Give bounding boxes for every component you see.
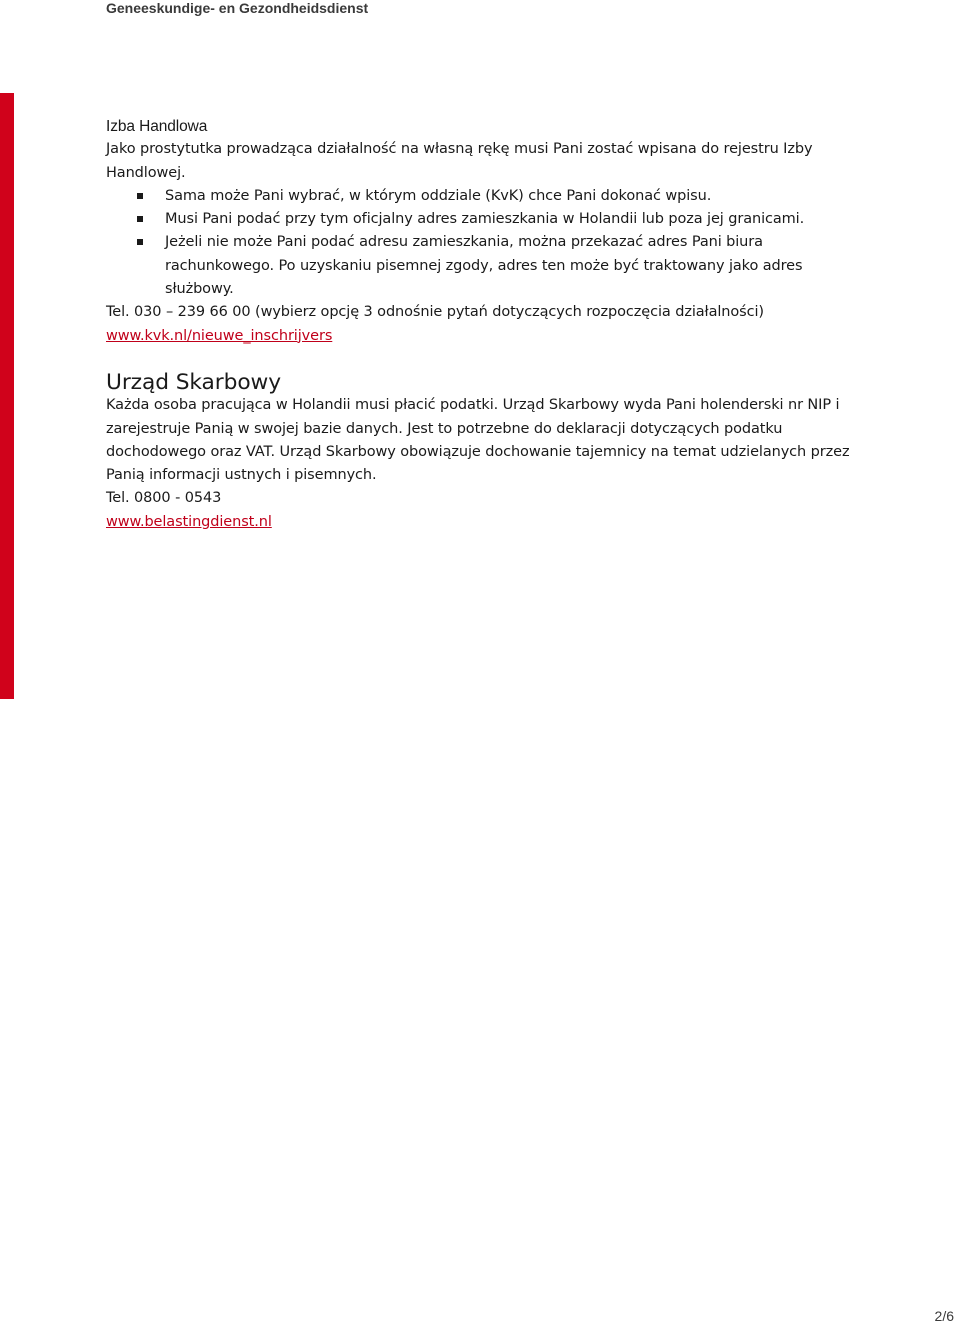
belastingdienst-link[interactable]: www.belastingdienst.nl [106,513,272,530]
section-urzad-skarbowy [106,371,866,534]
section-heading: Izba Handlowa [106,118,208,135]
square-bullet-icon [137,193,143,199]
bullet-list [106,185,866,301]
list-item-text: Musi Pani podać przy tym oficjalny adres zamieszkania w Holandii lub poza jej granicami. [165,211,805,228]
phone-number: Tel. 030 – 239 66 00 (wybierz opcję 3 odnośnie pytań dotyczących rozpoczęcia działalności) [106,304,764,321]
section-intro: Jako prostytutka prowadząca działalność na własną rękę musi Pani zostać wpisana do rejestru Izby Handlowej. [106,141,813,181]
square-bullet-icon [137,239,143,245]
phone-number: Tel. 0800 - 0543 [106,490,222,507]
section-heading: Urząd Skarbowy [106,369,281,395]
list-item-text: Jeżeli nie może Pani podać adresu zamieszkania, można przekazać adres Pani biura rachunkowego. Po uzyskaniu pisemnej zgody, adres ten może być traktowany jako adres służbowy. [165,234,803,298]
section-body: Każda osoba pracująca w Holandii musi płacić podatki. Urząd Skarbowy wyda Pani holenderski nr NIP i zarejestruje Panią w swojej bazie danych. Jest to potrzebne do deklaracji dotyczących podatku dochodowego oraz VAT. Urząd Skarbowy obowiązuje dochowanie tajemnicy na temat udzielanych przez Panią informacji ustnych i pisemnych. [106,397,850,484]
accent-side-bar [0,93,14,699]
list-item [106,185,866,208]
section-izba-handlowa [106,115,866,348]
section-spacer [106,348,866,371]
document-header-title: Geneeskundige- en Gezondheidsdienst [106,0,369,16]
page-number: 2/6 [934,1308,954,1324]
list-item [106,208,866,231]
kvk-link[interactable]: www.kvk.nl/nieuwe_inschrijvers [106,327,333,344]
square-bullet-icon [137,216,143,222]
main-content [106,114,866,534]
list-item [106,231,866,301]
list-item-text: Sama może Pani wybrać, w którym oddziale (KvK) chce Pani dokonać wpisu. [165,187,712,204]
